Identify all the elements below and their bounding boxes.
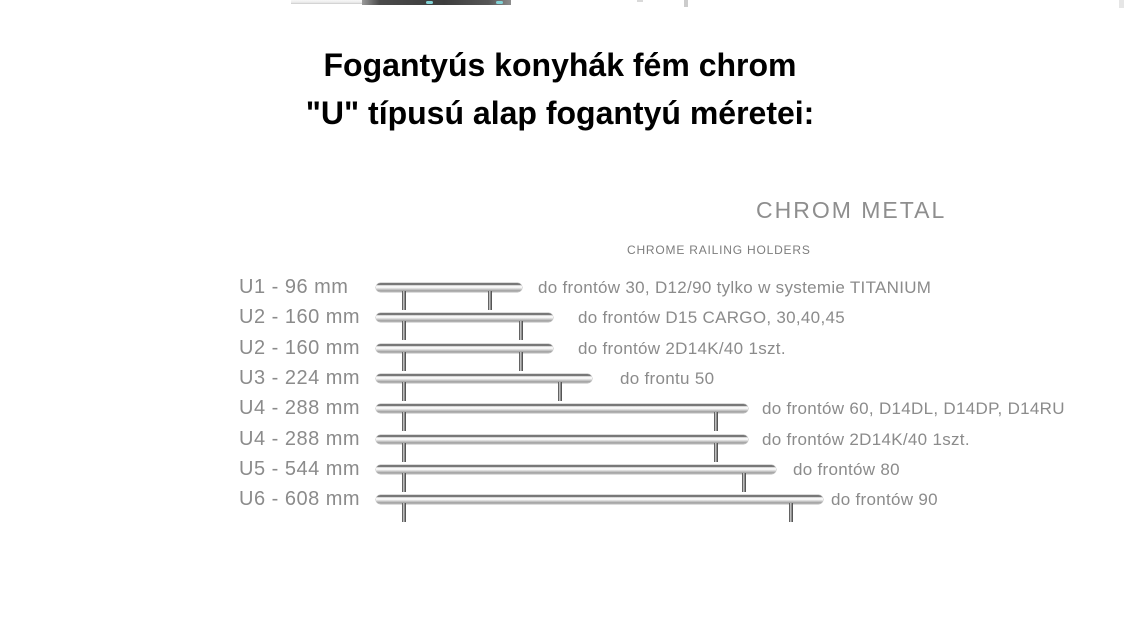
- handle-image: [376, 344, 553, 353]
- handle-post-right: [714, 412, 718, 431]
- handle-description: do frontów 60, D14DL, D14DP, D14RU: [762, 399, 1065, 418]
- handle-description: do frontu 50: [620, 369, 715, 388]
- handle-size-label: U4 - 288 mm: [239, 397, 361, 419]
- page-title-line1: Fogantyús konyhák fém chrom: [323, 47, 797, 83]
- handle-post-left: [402, 321, 406, 340]
- handle-post-left: [402, 291, 406, 310]
- handle-row: [0, 306, 1134, 341]
- handle-size-label: U1 - 96 mm: [239, 276, 349, 298]
- handle-row: [0, 397, 1134, 432]
- handle-image: [376, 374, 592, 383]
- handle-image: [376, 283, 522, 292]
- page-title-line2: "U" típusú alap fogantyú méretei:: [305, 95, 815, 131]
- handle-post-left: [402, 443, 406, 462]
- handle-bar: [376, 283, 522, 292]
- handle-size-label: U5 - 544 mm: [239, 458, 361, 480]
- handle-row: [0, 367, 1134, 402]
- handle-description: do frontów 2D14K/40 1szt.: [762, 430, 970, 449]
- handle-image: [376, 313, 553, 322]
- handle-size-label: U4 - 288 mm: [239, 428, 361, 450]
- handle-image: [376, 435, 748, 444]
- handle-post-right: [488, 291, 492, 310]
- handle-post-left: [402, 473, 406, 492]
- handle-size-label: U3 - 224 mm: [239, 367, 361, 389]
- handle-post-right: [519, 321, 523, 340]
- handle-row: [0, 337, 1134, 372]
- handle-bar: [376, 495, 823, 504]
- handle-post-right: [558, 382, 562, 401]
- handle-image: [376, 465, 776, 474]
- handle-description: do frontów 30, D12/90 tylko w systemie TITANIUM: [538, 278, 932, 297]
- handle-post-right: [519, 352, 523, 371]
- handle-post-left: [402, 503, 406, 522]
- handle-row: [0, 428, 1134, 463]
- handle-image: [376, 495, 823, 504]
- handle-post-left: [402, 382, 406, 401]
- section-heading: CHROM METAL: [756, 197, 947, 223]
- handle-description: do frontów D15 CARGO, 30,40,45: [578, 308, 845, 327]
- handle-description: do frontów 2D14K/40 1szt.: [578, 339, 786, 358]
- handle-post-right: [714, 443, 718, 462]
- handle-image: [376, 404, 748, 413]
- handle-post-right: [742, 473, 746, 492]
- handle-size-label: U2 - 160 mm: [239, 306, 361, 328]
- handle-post-right: [789, 503, 793, 522]
- handle-description: do frontów 90: [831, 490, 938, 509]
- handle-bar: [376, 404, 748, 413]
- handle-bar: [376, 465, 776, 474]
- handle-description: do frontów 80: [793, 460, 900, 479]
- handle-row: [0, 276, 1134, 311]
- handle-bar: [376, 435, 748, 444]
- handle-row: [0, 458, 1134, 493]
- handle-size-label: U2 - 160 mm: [239, 337, 361, 359]
- handle-post-left: [402, 352, 406, 371]
- handle-row: [0, 488, 1134, 523]
- handle-size-label: U6 - 608 mm: [239, 488, 361, 510]
- handle-post-left: [402, 412, 406, 431]
- section-subheading: CHROME RAILING HOLDERS: [627, 243, 811, 257]
